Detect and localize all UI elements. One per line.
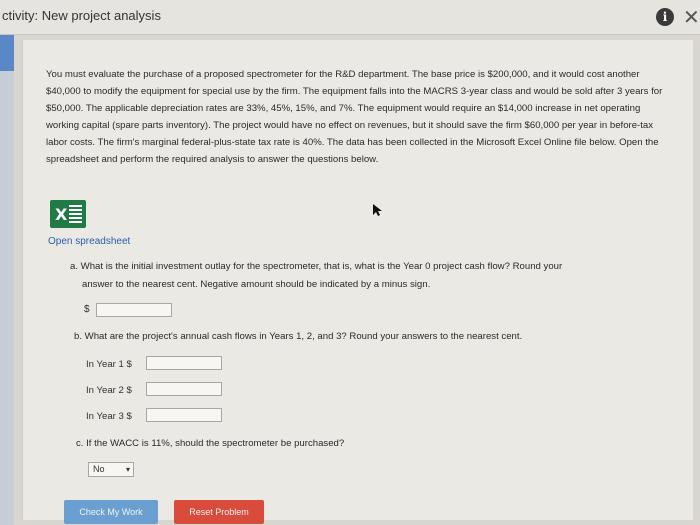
excel-icon[interactable]: X — [50, 200, 86, 228]
close-icon[interactable]: ✕ — [683, 5, 700, 29]
title-bar — [0, 0, 700, 35]
chevron-down-icon: ▾ — [125, 465, 130, 474]
purchase-decision-value: No — [93, 464, 105, 474]
question-c: c. If the WACC is 11%, should the spectrometer be purchased? — [76, 438, 345, 449]
mouse-cursor-icon — [372, 203, 384, 217]
left-sidebar — [0, 35, 14, 525]
year1-label: In Year 1 $ — [86, 359, 132, 370]
check-my-work-button[interactable]: Check My Work — [64, 500, 158, 524]
year2-cashflow-input[interactable] — [146, 382, 222, 396]
year3-cashflow-input[interactable] — [146, 408, 222, 422]
year3-label: In Year 3 $ — [86, 411, 132, 422]
question-a — [70, 258, 660, 294]
info-icon[interactable]: i — [656, 8, 674, 26]
question-a-line1: a. What is the initial investment outlay for the spectrometer, that is, what is the Year 0 project cash flow? Round your — [70, 261, 563, 272]
question-b: b. What are the project's annual cash flows in Years 1, 2, and 3? Round your answers to the nearest cent. — [74, 331, 523, 342]
question-a-line2: answer to the nearest cent. Negative amount should be indicated by a minus sign. — [82, 279, 431, 290]
purchase-decision-select[interactable] — [88, 462, 134, 477]
problem-statement: You must evaluate the purchase of a proposed spectrometer for the R&D department. The base price is $200,000, and it would cost another $40,000 to modify the equipment for special use by the firm. The equipment falls into the MACRS 3-year class and would be sold after 3 years for $50,000. The applicable depreciation rates are 33%, 45%, 15%, and 7%. The equipment would require an $14,000 increase in net operating working capital (spare parts inventory). The project would have no effect on revenues, but it should save the firm $60,000 per year in before-tax labor costs. The firm's marginal federal-plus-state tax rate is 40%. The data has been collected in the Microsoft Excel Online file below. Open the spreadsheet and perform the required analysis to answer the questions below. — [46, 69, 663, 165]
year1-cashflow-input[interactable] — [146, 356, 222, 370]
currency-label: $ — [84, 304, 90, 315]
reset-problem-button[interactable]: Reset Problem — [174, 500, 264, 524]
year0-cashflow-input[interactable] — [96, 303, 172, 317]
sidebar-active-marker — [0, 35, 14, 71]
year2-label: In Year 2 $ — [86, 385, 132, 396]
window-title: ctivity: New project analysis — [2, 8, 161, 23]
open-spreadsheet-link[interactable]: Open spreadsheet — [48, 236, 131, 247]
